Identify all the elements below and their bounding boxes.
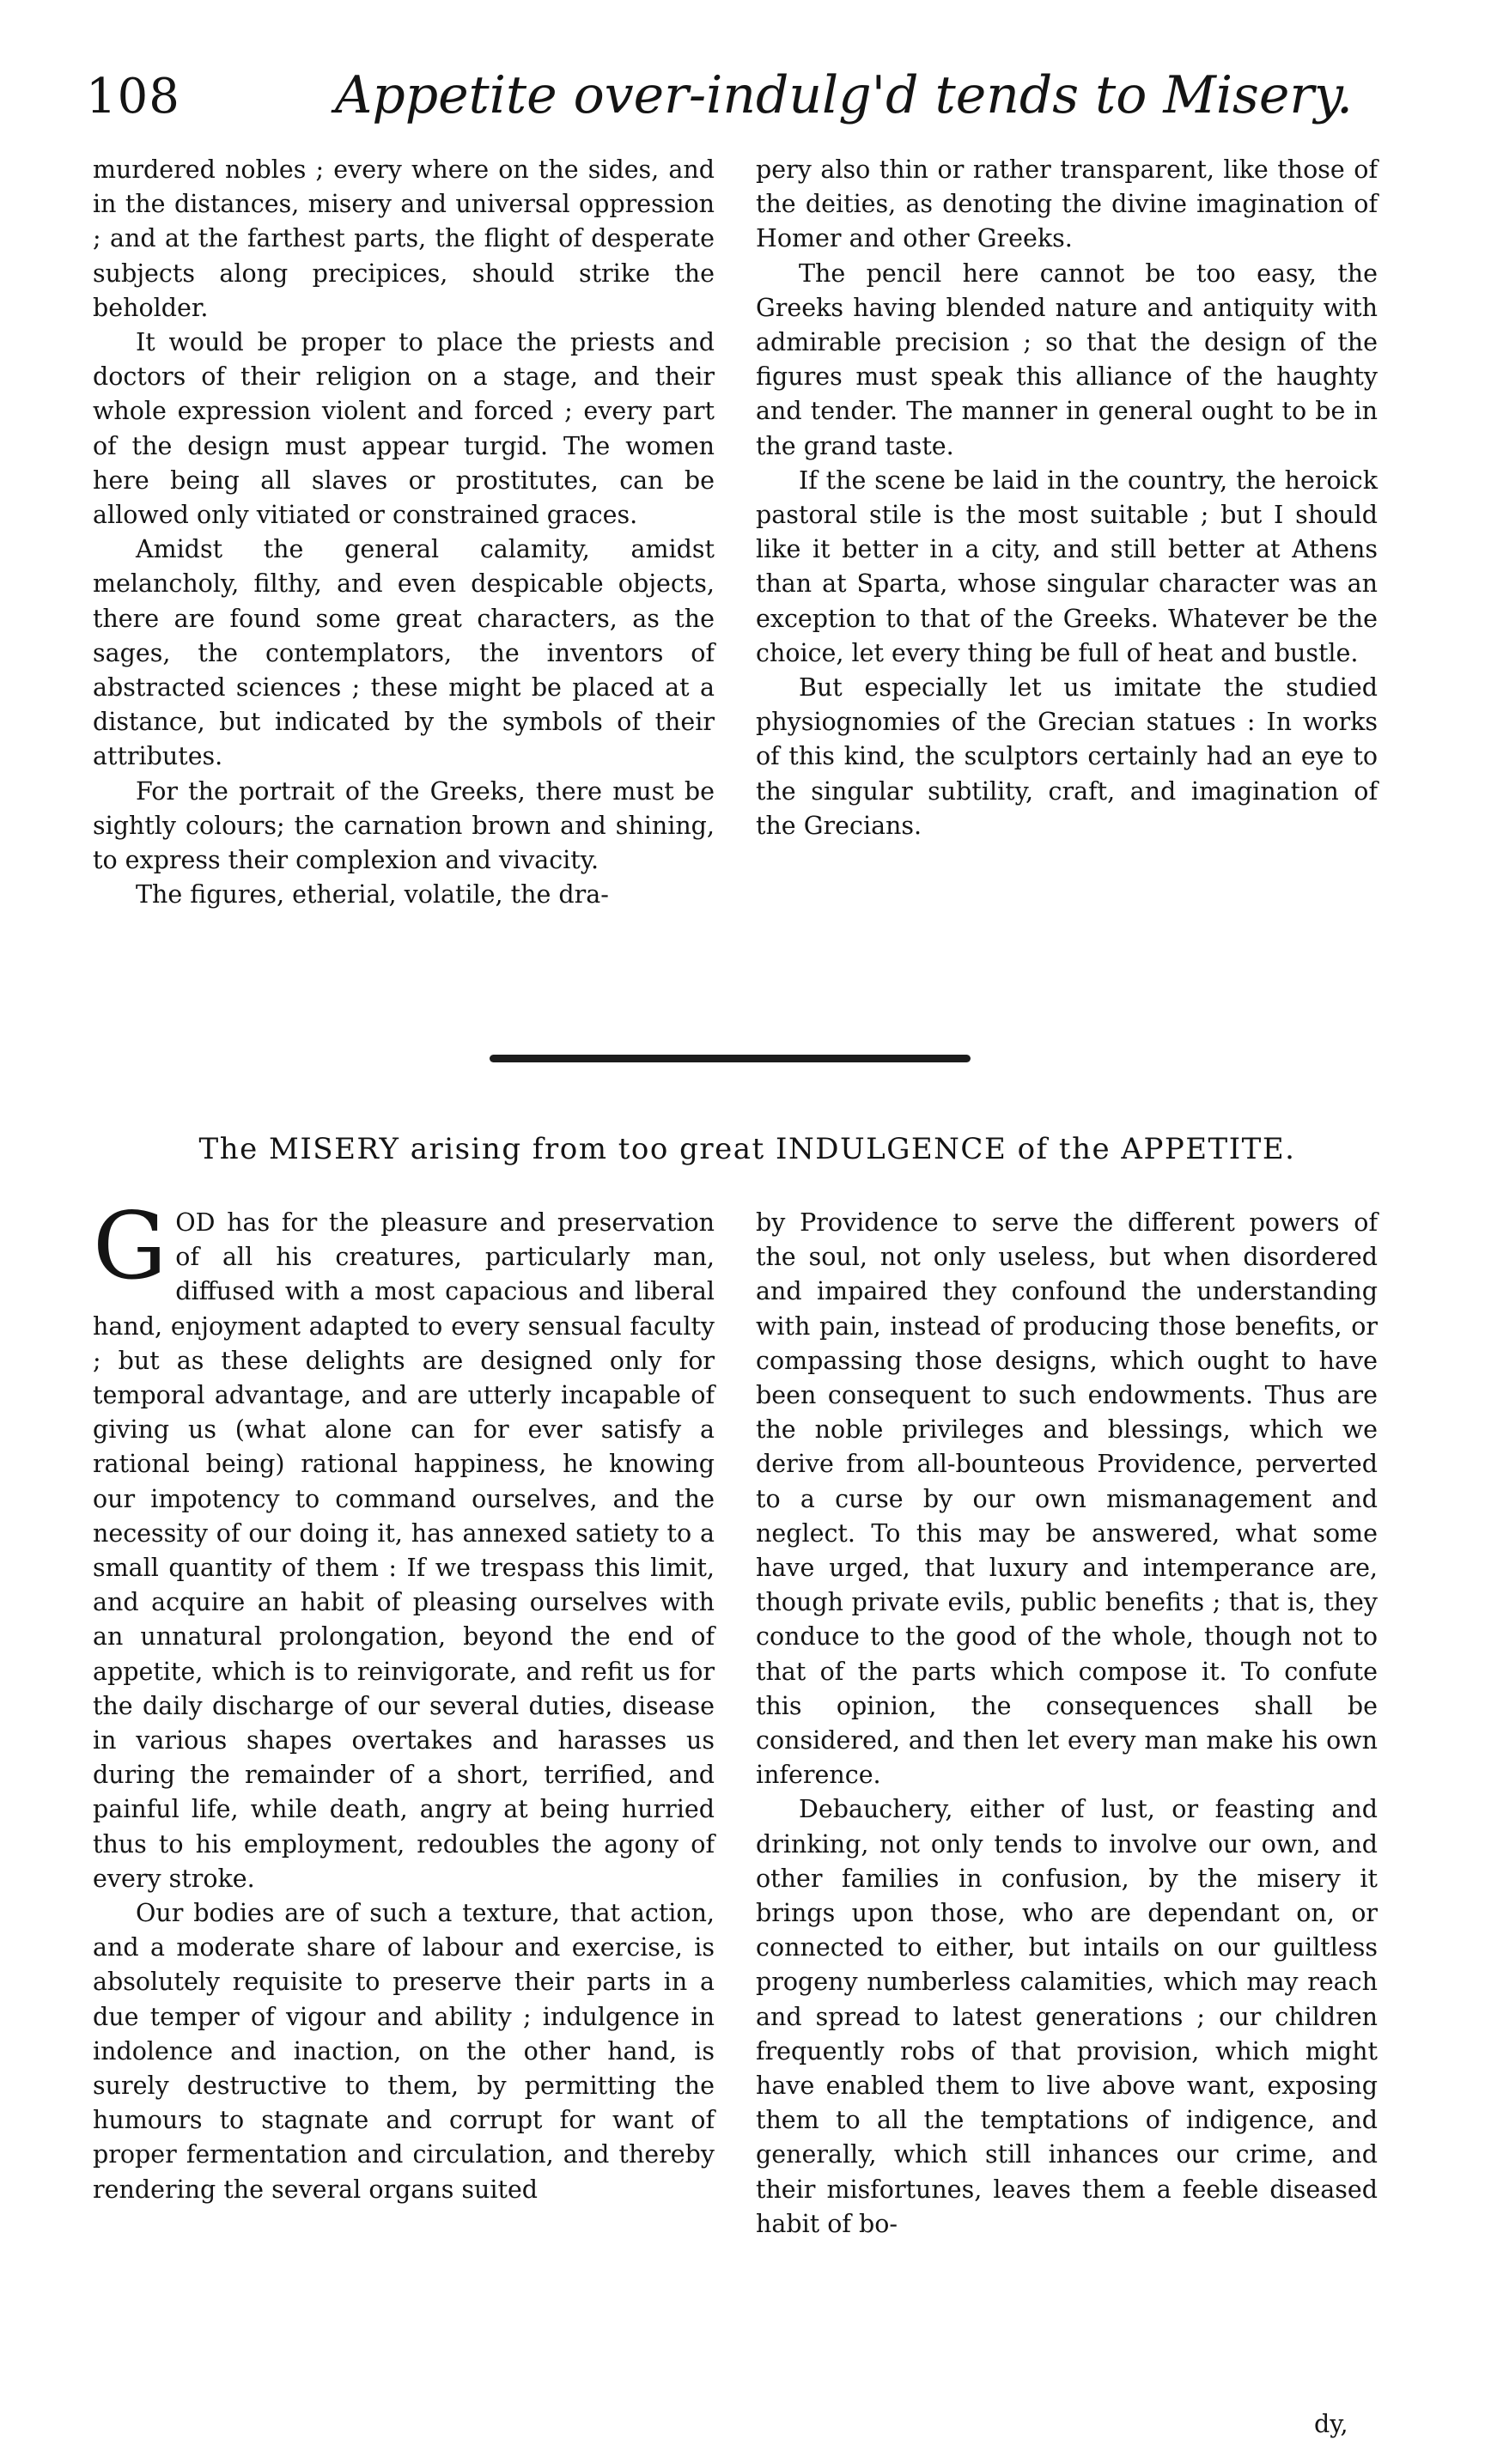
paragraph: murdered nobles ; every where on the sides, and in the distances, misery and universal oppression ; and at the farthest parts, the flight of desperate subjects along precipices, should strike the beholder. [93, 155, 715, 322]
catchword: dy, [1314, 2410, 1348, 2438]
paragraph: It would be proper to place the priests and doctors of their religion on a stage, and their whole expression violent and forced ; every part of the design must appear turgid. The women here being all slaves or prostitutes, can be allowed only vitiated or constrained graces. [93, 328, 715, 530]
paragraph: But especially let us imitate the studied physiognomies of the Grecian statues : In works of this kind, the sculptors certainly had an eye to the singular subtility, craft, and imagination of the Grecians. [756, 673, 1378, 840]
paragraph: Our bodies are of such a texture, that action, and a moderate share of labour and exercise, is absolutely requisite to preserve their parts in a due temper of vigour and ability ; indulgence in indolence and inaction, on the other hand, is surely destructive to them, by permitting the humours to stagnate and corrupt for want of proper fermentation and circulation, and thereby rendering the several organs suited [93, 1899, 715, 2204]
paragraph: The figures, etherial, volatile, the dra- [136, 880, 609, 910]
section-divider [490, 1055, 971, 1062]
paragraph: The pencil here cannot be too easy, the Greeks having blended nature and antiquity with admirable precision ; so that the design of the figures must speak this alliance of the haughty and tender. The manner in general ought to be in the grand taste. [756, 259, 1378, 460]
running-title: Appetite over-indulg'd tends to Misery. [335, 65, 1354, 125]
paragraph: by Providence to serve the different powers of the soul, not only useless, but when disordered and impaired they confound the understanding with pain, instead of producing those benefits, or compassing those designs, which ought to have been consequent to such endowments. Thus are the noble privileges and blessings, which we derive from all-bounteous Providence, perverted to a curse by our own mismanagement and neglect. To this may be answered, what some have urged, that luxury and intemperance are, though private evils, public benefits ; that is, they conduce to the good of the whole, though not to that of the parts which compose it. To confute this opinion, the consequences shall be considered, and then let every man make his own inference. [756, 1208, 1378, 1790]
running-header [86, 60, 1409, 146]
paragraph-text: OD has for the pleasure and preservation of all his creatures, particularly man, diffused with a most capacious and liberal hand, enjoyment adapted to every sensual faculty ; but as these delights are designed only for temporal advantage, and are utterly incapable of giving us (what alone can for ever satisfy a rational being) rational happiness, he knowing our impotency to command ourselves, and the necessity of our doing it, has annexed satiety to a small quantity of them : If we trespass this limit, and acquire an habit of pleasing ourselves with an unnatural prolongation, beyond the end of appetite, which is to reinvigorate, and refit us for the daily discharge of our several duties, disease in various shapes overtakes and harasses us during the remainder of a short, terrified, and painful life, while death, angry at being hurried thus to his employment, redoubles the agony of every stroke. [93, 1208, 715, 1893]
paragraph: For the portrait of the Greeks, there must be sightly colours; the carnation brown and shining, to express their complexion and vivacity. [93, 776, 715, 875]
page-number: 108 [86, 69, 180, 125]
paragraph: Amidst the general calamity, amidst melancholy, filthy, and even despicable objects, there are found some great characters, as the sages, the contemplators, the inventors of abstracted sciences ; these might be placed at a distance, but indicated by the symbols of their attributes. [93, 535, 715, 771]
opening-paragraph [93, 1193, 715, 1896]
section-title: The MISERY arising from too great INDULGENCE of the APPETITE. [198, 1132, 1296, 1166]
top-left-column [93, 153, 715, 912]
bottom-right-column [756, 1206, 1378, 2242]
paragraph: pery also thin or rather transparent, like those of the deities, as denoting the divine imagination of Homer and other Greeks. [756, 155, 1378, 253]
drop-cap: G [93, 1193, 167, 1300]
paragraph: If the scene be laid in the country, the heroick pastoral stile is the most suitable ; but I should like it better in a city, and still better at Athens than at Sparta, whose singular character was an exception to that of the Greeks. Whatever be the choice, let every thing be full of heat and bustle. [756, 465, 1378, 667]
top-right-column [756, 153, 1378, 843]
bottom-left-column [93, 1193, 715, 2207]
paragraph: Debauchery, either of lust, or feasting and drinking, not only tends to involve our own, and other families in confusion, by the misery it brings upon those, who are dependant on, or connected to either, but intails on our guiltless progeny numberless calamities, which may reach and spread to latest generations ; our children frequently robs of that provision, which might have enabled them to live above want, exposing them to all the temptations of indigence, and generally, which still inhances our crime, and their misfortunes, leaves them a feeble diseased habit of bo- [756, 1795, 1378, 2238]
